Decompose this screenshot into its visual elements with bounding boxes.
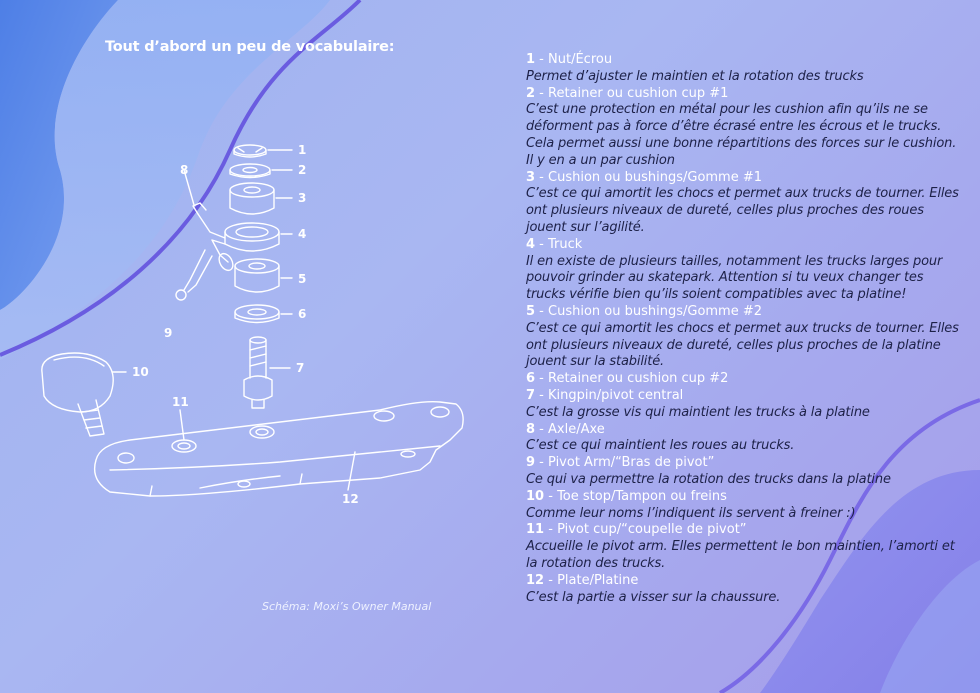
retainer-part-1 <box>230 164 270 178</box>
item-description: C’est ce qui amortit les chocs et permet aux trucks de tourner. Elles ont plusieurs niveaux de dureté, celles plus proches des roues jouent sur l’agilité. <box>526 186 959 235</box>
diagram-label-1: 1 <box>298 143 307 157</box>
list-item: 4 - Truck Il en existe de plusieurs tailles, notamment les trucks larges pour pouvoir grinder au skatepark. Attention si tu veux changer tes trucks vérifie bien qu’ils soient compatibles avec ta platine! <box>526 237 966 304</box>
item-label: Truck <box>548 236 583 252</box>
item-description: C’est une protection en métal pour les cushion afin qu’ils ne se déforment pas à force d’être écrasé entre les écrous et le trucks. Cela permet aussi une bonne répartitions des forces sur le cushion. Il y en a un par cushion <box>526 102 957 168</box>
item-label: Retainer ou cushion cup #2 <box>548 371 729 387</box>
vocabulary-list <box>526 52 966 606</box>
diagram-label-7: 7 <box>296 361 305 375</box>
kingpin-part <box>244 337 272 408</box>
list-item: 5 - Cushion ou bushings/Gomme #2 C’est ce qui amortit les chocs et permet aux trucks de tourner. Elles ont plusieurs niveaux de dureté, celles plus proches de la platine jouent sur la stabilité. <box>526 304 966 371</box>
item-number: 12 <box>526 572 545 588</box>
list-item: 3 - Cushion ou bushings/Gomme #1 C’est ce qui amortit les chocs et permet aux trucks de tourner. Elles ont plusieurs niveaux de dureté, celles plus proches des roues jouent sur l’agilité. <box>526 170 966 237</box>
list-item: 12 - Plate/Platine C’est la partie a visser sur la chaussure. <box>526 573 966 607</box>
item-label: Pivot Arm/“Bras de pivot” <box>548 455 715 471</box>
diagram-label-10: 10 <box>132 365 149 379</box>
item-label: Plate/Platine <box>557 572 639 588</box>
list-item: 1 - Nut/Écrou Permet d’ajuster le maintien et la rotation des trucks <box>526 52 966 86</box>
diagram-label-11: 11 <box>172 395 189 409</box>
item-description: C’est la grosse vis qui maintient les trucks à la platine <box>526 404 870 420</box>
nut-part <box>234 145 266 157</box>
plate-part <box>95 402 464 496</box>
truck-part <box>176 203 279 300</box>
item-description: Accueille le pivot arm. Elles permettent le bon maintien, l’amorti et la rotation des trucks. <box>526 539 955 571</box>
item-description: C’est ce qui maintient les roues au trucks. <box>526 438 795 454</box>
cushion-part-2 <box>235 259 279 292</box>
item-number: 10 <box>526 488 545 504</box>
toe-stop-part <box>42 353 113 436</box>
item-number: 4 <box>526 236 536 252</box>
list-item: 9 - Pivot Arm/“Bras de pivot” Ce qui va permettre la rotation des trucks dans la platine <box>526 455 966 489</box>
item-number: 6 <box>526 371 536 387</box>
item-description: C’est ce qui amortit les chocs et permet aux trucks de tourner. Elles ont plusieurs niveaux de dureté, celles plus proches de la platine jouent sur la stabilité. <box>526 320 959 370</box>
leader-lines <box>112 150 355 490</box>
diagram-label-8: 8 <box>180 163 189 177</box>
diagram-label-4: 4 <box>298 227 307 241</box>
item-number: 3 <box>526 169 536 185</box>
item-number: 1 <box>526 52 536 67</box>
item-number: 9 <box>526 455 536 471</box>
item-label: Cushion ou bushings/Gomme #1 <box>548 169 763 185</box>
item-label: Retainer ou cushion cup #1 <box>548 85 729 101</box>
item-label: Nut/Écrou <box>548 52 613 67</box>
item-description: Il en existe de plusieurs tailles, notamment les trucks larges pour pouvoir grinder au skatepark. Attention si tu veux changer tes trucks vérifie bien qu’ils soient compatibles avec ta platine! <box>526 253 943 303</box>
item-label: Axle/Axe <box>548 421 605 437</box>
diagram-credit: Schéma: Moxi’s Owner Manual <box>262 600 432 613</box>
item-description: Ce qui va permettre la rotation des trucks dans la platine <box>526 471 891 487</box>
diagram-label-9: 9 <box>164 326 173 340</box>
list-item: 11 - Pivot cup/“coupelle de pivot” Accueille le pivot arm. Elles permettent le bon maintien, l’amorti et la rotation des trucks. <box>526 522 966 572</box>
item-label: Cushion ou bushings/Gomme #2 <box>548 303 763 319</box>
item-description: Permet d’ajuster le maintien et la rotation des trucks <box>526 68 864 84</box>
list-item: 7 - Kingpin/pivot central C’est la grosse vis qui maintient les trucks à la platine <box>526 388 966 422</box>
list-item: 8 - Axle/Axe C’est ce qui maintient les roues au trucks. <box>526 422 966 456</box>
list-item: 10 - Toe stop/Tampon ou freins Comme leur noms l’indiquent ils servent à freiner :) <box>526 489 966 523</box>
list-item: 2 - Retainer ou cushion cup #1 C’est une protection en métal pour les cushion afin qu’ils ne se déforment pas à force d’être écrasé entre les écrous et le trucks. Cela permet aussi une bonne répartitions des forces sur le cushion. Il y en a un par cushion <box>526 86 966 170</box>
diagram-label-5: 5 <box>298 272 307 286</box>
page-heading: Tout d’abord un peu de vocabulaire: <box>105 39 395 55</box>
list-item: 6 - Retainer ou cushion cup #2 <box>526 371 729 387</box>
item-number: 11 <box>526 522 545 538</box>
cushion-part-1 <box>230 183 274 214</box>
retainer-part-2 <box>235 305 279 323</box>
item-number: 5 <box>526 303 536 319</box>
item-description: C’est la partie a visser sur la chaussure. <box>526 589 781 605</box>
diagram-labels <box>132 143 359 506</box>
item-label: Toe stop/Tampon ou freins <box>557 488 727 504</box>
diagram-label-12: 12 <box>342 492 359 506</box>
item-label: Kingpin/pivot central <box>548 387 684 403</box>
item-description: Comme leur noms l’indiquent ils servent à freiner :) <box>526 505 856 521</box>
diagram-label-6: 6 <box>298 307 307 321</box>
diagram-label-2: 2 <box>298 163 307 177</box>
item-number: 2 <box>526 85 536 101</box>
item-number: 7 <box>526 387 536 403</box>
item-label: Pivot cup/“coupelle de pivot” <box>557 522 747 538</box>
diagram-label-3: 3 <box>298 191 307 205</box>
item-number: 8 <box>526 421 536 437</box>
